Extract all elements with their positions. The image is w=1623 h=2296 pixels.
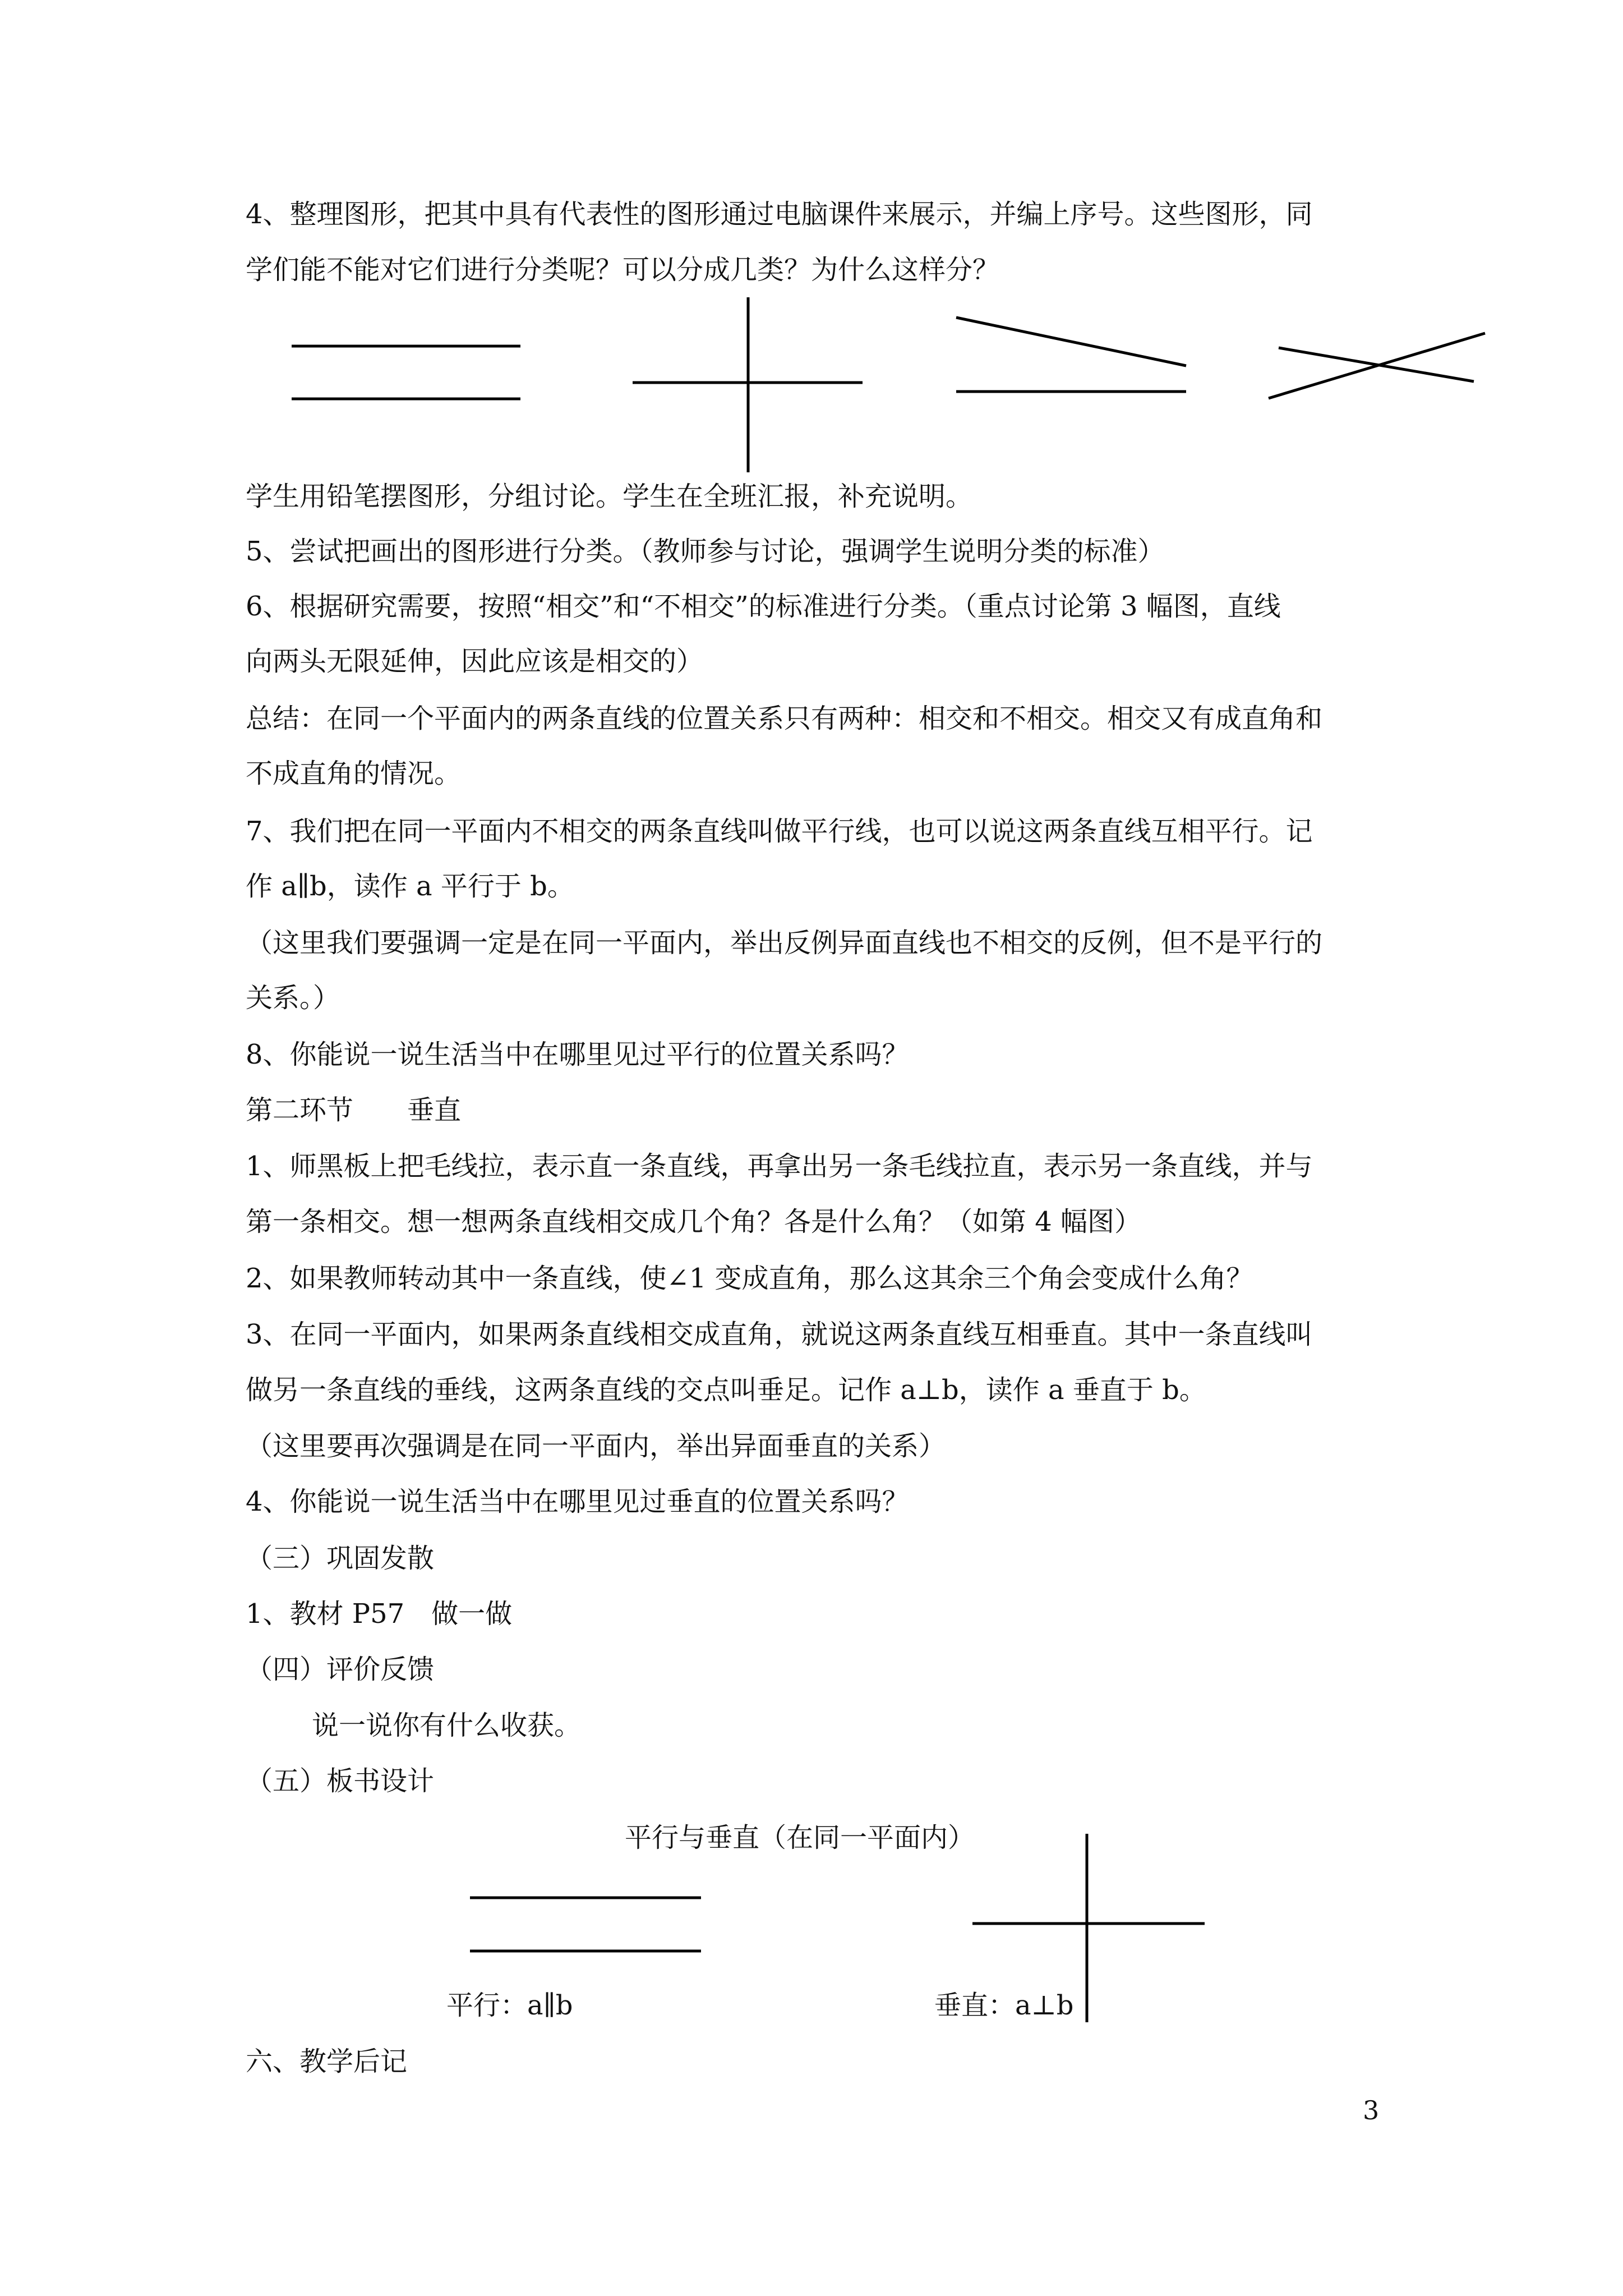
- paragraph-line: 5、尝试把画出的图形进行分类。（教师参与讨论，强调学生说明分类的标准）: [246, 536, 1165, 567]
- section-heading: 六、教学后记: [246, 2046, 408, 2077]
- paragraph-line: 1、师黑板上把毛线拉，表示直一条直线，再拿出另一条毛线拉直，表示另一条直线，并与: [246, 1151, 1313, 1182]
- paragraph-line: 6、根据研究需要，按照“相交”和“不相交”的标准进行分类。（重点讨论第 3 幅图，直线: [246, 591, 1281, 622]
- paragraph-line: 总结：在同一个平面内的两条直线的位置关系只有两种：相交和不相交。相交又有成直角和: [246, 703, 1323, 734]
- figure-perpendicular-lines: [633, 297, 863, 472]
- paragraph-line: 2、如果教师转动其中一条直线，使∠1 变成直角，那么这其余三个角会变成什么角？: [246, 1263, 1253, 1294]
- paragraph-line: 4、整理图形，把其中具有代表性的图形通过电脑课件来展示，并编上序号。这些图形，同: [246, 199, 1313, 230]
- section-heading: （四）评价反馈: [246, 1654, 435, 1685]
- paragraph-line: 第一条相交。想一想两条直线相交成几个角？各是什么角？（如第 4 幅图）: [246, 1206, 1142, 1237]
- figure-intersecting-lines: [1269, 333, 1485, 398]
- figure-converging-lines: [956, 318, 1186, 392]
- paragraph-line: 向两头无限延伸，因此应该是相交的）: [246, 646, 704, 677]
- paragraph-line: 1、教材 P57 做一做: [246, 1598, 513, 1630]
- paragraph-line: 3、在同一平面内，如果两条直线相交成直角，就说这两条直线互相垂直。其中一条直线叫: [246, 1319, 1313, 1350]
- paragraph-line: 学们能不能对它们进行分类呢？可以分成几类？为什么这样分？: [246, 254, 1000, 286]
- paragraph-line: 做另一条直线的垂线，这两条直线的交点叫垂足。记作 a⊥b，读作 a 垂直于 b。: [246, 1374, 1206, 1406]
- section-heading: （五）板书设计: [246, 1765, 435, 1797]
- board-parallel-label: 平行：a∥b: [446, 1990, 573, 2021]
- paragraph-line: （这里要再次强调是在同一平面内，举出异面垂直的关系）: [246, 1430, 946, 1462]
- paragraph-line: 7、我们把在同一平面内不相交的两条直线叫做平行线，也可以说这两条直线互相平行。记: [246, 816, 1313, 847]
- paragraph-line: 说一说你有什么收获。: [312, 1710, 582, 1741]
- paragraph-line: 学生用铅笔摆图形，分组讨论。学生在全班汇报，补充说明。: [246, 481, 973, 512]
- figure-parallel-lines: [292, 346, 520, 399]
- paragraph-line: （这里我们要强调一定是在同一平面内，举出反例异面直线也不相交的反例，但不是平行的: [246, 927, 1323, 959]
- paragraph-line: 关系。）: [246, 982, 340, 1014]
- section-heading: （三）巩固发散: [246, 1543, 435, 1574]
- page-number: 3: [1363, 2095, 1380, 2125]
- paragraph-line: 8、你能说一说生活当中在哪里见过平行的位置关系吗？: [246, 1039, 909, 1070]
- board-title: 平行与垂直（在同一平面内）: [625, 1822, 975, 1853]
- paragraph-line: 不成直角的情况。: [246, 758, 462, 789]
- board-parallel-lines: [470, 1898, 701, 1951]
- paragraph-line: 作 a∥b，读作 a 平行于 b。: [246, 871, 574, 902]
- board-perpendicular-label: 垂直：a⊥b: [934, 1990, 1074, 2021]
- section-heading: 第二环节 垂直: [246, 1094, 462, 1126]
- paragraph-line: 4、你能说一说生活当中在哪里见过垂直的位置关系吗？: [246, 1486, 909, 1517]
